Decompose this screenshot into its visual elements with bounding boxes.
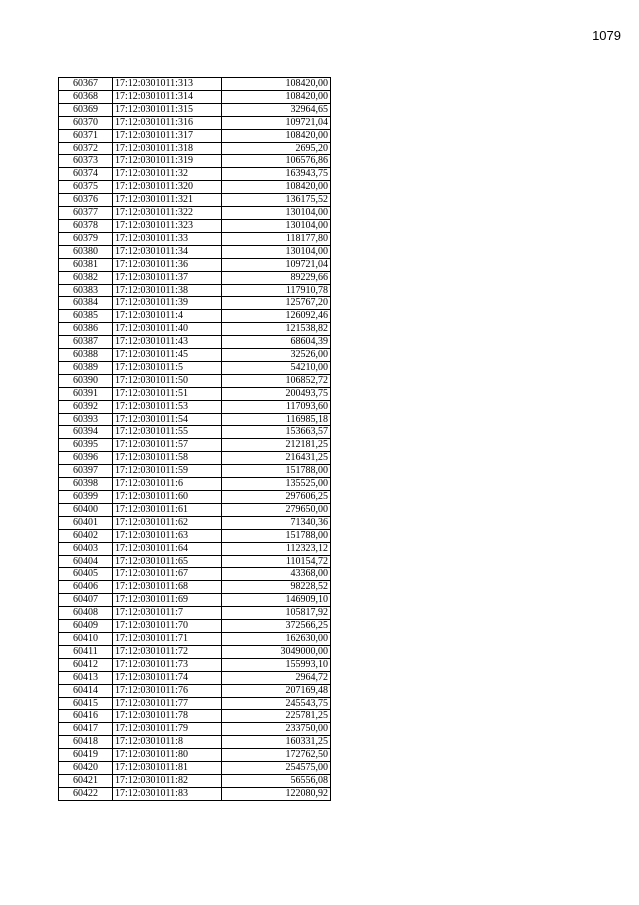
cadastral-number: 17:12:0301011:65: [113, 555, 222, 568]
cadastral-number: 17:12:0301011:323: [113, 219, 222, 232]
table-row: [59, 361, 331, 374]
cadastral-value: 279650,00: [222, 503, 331, 516]
row-number: 60422: [59, 787, 113, 800]
table-row: [59, 568, 331, 581]
cadastral-number: 17:12:0301011:79: [113, 723, 222, 736]
cadastral-value: 130104,00: [222, 219, 331, 232]
cadastral-value: 130104,00: [222, 245, 331, 258]
row-number: 60372: [59, 142, 113, 155]
cadastral-value: 146909,10: [222, 594, 331, 607]
table-row: [59, 103, 331, 116]
cadastral-value: 160331,25: [222, 736, 331, 749]
cadastral-value: 56556,08: [222, 774, 331, 787]
table-row: [59, 710, 331, 723]
cadastral-number: 17:12:0301011:314: [113, 90, 222, 103]
table-row: [59, 762, 331, 775]
cadastral-value: 245543,75: [222, 697, 331, 710]
cadastral-number: 17:12:0301011:317: [113, 129, 222, 142]
cadastral-number: 17:12:0301011:61: [113, 503, 222, 516]
row-number: 60403: [59, 542, 113, 555]
cadastral-value: 54210,00: [222, 361, 331, 374]
cadastral-value: 118177,80: [222, 232, 331, 245]
row-number: 60388: [59, 349, 113, 362]
row-number: 60382: [59, 271, 113, 284]
cadastral-number: 17:12:0301011:83: [113, 787, 222, 800]
cadastral-value: 68604,39: [222, 336, 331, 349]
cadastral-value: 162630,00: [222, 632, 331, 645]
table-row: [59, 387, 331, 400]
cadastral-number: 17:12:0301011:78: [113, 710, 222, 723]
row-number: 60390: [59, 374, 113, 387]
cadastral-number: 17:12:0301011:68: [113, 581, 222, 594]
table-row: [59, 78, 331, 91]
cadastral-number: 17:12:0301011:319: [113, 155, 222, 168]
table-row: [59, 607, 331, 620]
table-row: [59, 400, 331, 413]
table-row: [59, 491, 331, 504]
row-number: 60398: [59, 478, 113, 491]
row-number: 60380: [59, 245, 113, 258]
cadastral-number: 17:12:0301011:77: [113, 697, 222, 710]
cadastral-number: 17:12:0301011:55: [113, 426, 222, 439]
cadastral-number: 17:12:0301011:59: [113, 465, 222, 478]
table-row: [59, 271, 331, 284]
cadastral-value: 155993,10: [222, 658, 331, 671]
cadastral-number: 17:12:0301011:8: [113, 736, 222, 749]
cadastral-value: 212181,25: [222, 439, 331, 452]
cadastral-number: 17:12:0301011:67: [113, 568, 222, 581]
row-number: 60406: [59, 581, 113, 594]
row-number: 60399: [59, 491, 113, 504]
row-number: 60368: [59, 90, 113, 103]
row-number: 60419: [59, 749, 113, 762]
cadastral-number: 17:12:0301011:50: [113, 374, 222, 387]
cadastral-value: 216431,25: [222, 452, 331, 465]
row-number: 60411: [59, 645, 113, 658]
table-row: [59, 594, 331, 607]
row-number: 60375: [59, 181, 113, 194]
row-number: 60370: [59, 116, 113, 129]
cadastral-value: 117910,78: [222, 284, 331, 297]
row-number: 60415: [59, 697, 113, 710]
cadastral-value: 225781,25: [222, 710, 331, 723]
row-number: 60401: [59, 516, 113, 529]
cadastral-number: 17:12:0301011:63: [113, 529, 222, 542]
table-row: [59, 516, 331, 529]
cadastral-number: 17:12:0301011:313: [113, 78, 222, 91]
cadastral-number: 17:12:0301011:73: [113, 658, 222, 671]
row-number: 60400: [59, 503, 113, 516]
cadastral-value: 254575,00: [222, 762, 331, 775]
table-row: [59, 168, 331, 181]
cadastral-number: 17:12:0301011:45: [113, 349, 222, 362]
table-row: [59, 620, 331, 633]
cadastral-value: 297606,25: [222, 491, 331, 504]
table-row: [59, 142, 331, 155]
cadastral-number: 17:12:0301011:39: [113, 297, 222, 310]
row-number: 60371: [59, 129, 113, 142]
row-number: 60381: [59, 258, 113, 271]
cadastral-value: 105817,92: [222, 607, 331, 620]
row-number: 60397: [59, 465, 113, 478]
cadastral-number: 17:12:0301011:320: [113, 181, 222, 194]
cadastral-number: 17:12:0301011:74: [113, 671, 222, 684]
row-number: 60377: [59, 207, 113, 220]
cadastral-value: 233750,00: [222, 723, 331, 736]
cadastral-value: 122080,92: [222, 787, 331, 800]
cadastral-value: 106576,86: [222, 155, 331, 168]
row-number: 60385: [59, 310, 113, 323]
row-number: 60396: [59, 452, 113, 465]
cadastral-number: 17:12:0301011:318: [113, 142, 222, 155]
table-row: [59, 478, 331, 491]
row-number: 60410: [59, 632, 113, 645]
cadastral-number: 17:12:0301011:7: [113, 607, 222, 620]
table-row: [59, 658, 331, 671]
cadastral-value: 112323,12: [222, 542, 331, 555]
row-number: 60376: [59, 194, 113, 207]
row-number: 60407: [59, 594, 113, 607]
table-row: [59, 258, 331, 271]
cadastral-number: 17:12:0301011:82: [113, 774, 222, 787]
table-row: [59, 284, 331, 297]
cadastral-number: 17:12:0301011:36: [113, 258, 222, 271]
row-number: 60392: [59, 400, 113, 413]
row-number: 60418: [59, 736, 113, 749]
cadastral-number: 17:12:0301011:315: [113, 103, 222, 116]
row-number: 60384: [59, 297, 113, 310]
cadastral-value: 207169,48: [222, 684, 331, 697]
row-number: 60373: [59, 155, 113, 168]
row-number: 60421: [59, 774, 113, 787]
table-row: [59, 207, 331, 220]
cadastral-value: 89229,66: [222, 271, 331, 284]
table-row: [59, 697, 331, 710]
cadastral-number: 17:12:0301011:43: [113, 336, 222, 349]
cadastral-value: 151788,00: [222, 465, 331, 478]
cadastral-value: 151788,00: [222, 529, 331, 542]
cadastral-value: 98228,52: [222, 581, 331, 594]
cadastral-value: 135525,00: [222, 478, 331, 491]
cadastral-number: 17:12:0301011:33: [113, 232, 222, 245]
cadastral-value: 125767,20: [222, 297, 331, 310]
cadastral-number: 17:12:0301011:6: [113, 478, 222, 491]
cadastral-number: 17:12:0301011:322: [113, 207, 222, 220]
row-number: 60387: [59, 336, 113, 349]
cadastral-number: 17:12:0301011:70: [113, 620, 222, 633]
table-row: [59, 310, 331, 323]
row-number: 60414: [59, 684, 113, 697]
cadastral-number: 17:12:0301011:81: [113, 762, 222, 775]
table-row: [59, 749, 331, 762]
row-number: 60402: [59, 529, 113, 542]
cadastral-number: 17:12:0301011:37: [113, 271, 222, 284]
table-row: [59, 426, 331, 439]
table-row: [59, 465, 331, 478]
cadastral-value: 32526,00: [222, 349, 331, 362]
cadastral-value: 71340,36: [222, 516, 331, 529]
table-row: [59, 671, 331, 684]
cadastral-value: 110154,72: [222, 555, 331, 568]
row-number: 60367: [59, 78, 113, 91]
table-row: [59, 555, 331, 568]
table-row: [59, 349, 331, 362]
row-number: 60378: [59, 219, 113, 232]
table-row: [59, 129, 331, 142]
cadastral-number: 17:12:0301011:64: [113, 542, 222, 555]
row-number: 60391: [59, 387, 113, 400]
cadastral-value: 43368,00: [222, 568, 331, 581]
table-row: [59, 736, 331, 749]
row-number: 60404: [59, 555, 113, 568]
table-row: [59, 581, 331, 594]
row-number: 60379: [59, 232, 113, 245]
row-number: 60369: [59, 103, 113, 116]
table-row: [59, 452, 331, 465]
cadastral-number: 17:12:0301011:62: [113, 516, 222, 529]
cadastral-number: 17:12:0301011:60: [113, 491, 222, 504]
row-number: 60416: [59, 710, 113, 723]
row-number: 60405: [59, 568, 113, 581]
cadastral-value: 32964,65: [222, 103, 331, 116]
cadastral-number: 17:12:0301011:58: [113, 452, 222, 465]
cadastral-number: 17:12:0301011:51: [113, 387, 222, 400]
cadastral-value: 153663,57: [222, 426, 331, 439]
cadastral-value: 3049000,00: [222, 645, 331, 658]
table-row: [59, 787, 331, 800]
cadastral-number: 17:12:0301011:53: [113, 400, 222, 413]
cadastral-number: 17:12:0301011:321: [113, 194, 222, 207]
row-number: 60412: [59, 658, 113, 671]
row-number: 60408: [59, 607, 113, 620]
row-number: 60393: [59, 413, 113, 426]
table-row: [59, 116, 331, 129]
table-row: [59, 232, 331, 245]
row-number: 60409: [59, 620, 113, 633]
page-number: 1079: [592, 28, 621, 43]
cadastral-number: 17:12:0301011:5: [113, 361, 222, 374]
cadastral-value: 117093,60: [222, 400, 331, 413]
cadastral-value: 121538,82: [222, 323, 331, 336]
row-number: 60394: [59, 426, 113, 439]
cadastral-value: 372566,25: [222, 620, 331, 633]
table-row: [59, 297, 331, 310]
row-number: 60413: [59, 671, 113, 684]
cadastral-value: 109721,04: [222, 258, 331, 271]
cadastral-value: 2964,72: [222, 671, 331, 684]
cadastral-value: 109721,04: [222, 116, 331, 129]
table-row: [59, 645, 331, 658]
cadastral-value: 116985,18: [222, 413, 331, 426]
table-row: [59, 155, 331, 168]
table-row: [59, 774, 331, 787]
cadastral-value: 172762,50: [222, 749, 331, 762]
cadastral-number: 17:12:0301011:76: [113, 684, 222, 697]
cadastral-number: 17:12:0301011:72: [113, 645, 222, 658]
row-number: 60420: [59, 762, 113, 775]
cadastral-number: 17:12:0301011:38: [113, 284, 222, 297]
cadastral-number: 17:12:0301011:40: [113, 323, 222, 336]
table-body: [59, 78, 331, 801]
row-number: 60389: [59, 361, 113, 374]
cadastral-value: 108420,00: [222, 90, 331, 103]
row-number: 60417: [59, 723, 113, 736]
cadastral-table: [58, 77, 331, 801]
cadastral-value: 106852,72: [222, 374, 331, 387]
table-row: [59, 632, 331, 645]
table-row: [59, 181, 331, 194]
row-number: 60395: [59, 439, 113, 452]
cadastral-value: 163943,75: [222, 168, 331, 181]
row-number: 60386: [59, 323, 113, 336]
table-row: [59, 194, 331, 207]
table-row: [59, 219, 331, 232]
row-number: 60383: [59, 284, 113, 297]
table-row: [59, 529, 331, 542]
table-row: [59, 336, 331, 349]
cadastral-value: 2695,20: [222, 142, 331, 155]
cadastral-value: 108420,00: [222, 181, 331, 194]
cadastral-value: 108420,00: [222, 78, 331, 91]
table-row: [59, 374, 331, 387]
table-row: [59, 413, 331, 426]
cadastral-number: 17:12:0301011:80: [113, 749, 222, 762]
cadastral-number: 17:12:0301011:71: [113, 632, 222, 645]
cadastral-number: 17:12:0301011:69: [113, 594, 222, 607]
cadastral-value: 108420,00: [222, 129, 331, 142]
table-row: [59, 503, 331, 516]
cadastral-number: 17:12:0301011:54: [113, 413, 222, 426]
table-row: [59, 323, 331, 336]
cadastral-value: 136175,52: [222, 194, 331, 207]
cadastral-number: 17:12:0301011:32: [113, 168, 222, 181]
cadastral-number: 17:12:0301011:316: [113, 116, 222, 129]
cadastral-number: 17:12:0301011:4: [113, 310, 222, 323]
table-row: [59, 723, 331, 736]
table-row: [59, 245, 331, 258]
table-row: [59, 542, 331, 555]
cadastral-number: 17:12:0301011:57: [113, 439, 222, 452]
table-row: [59, 90, 331, 103]
cadastral-value: 130104,00: [222, 207, 331, 220]
cadastral-number: 17:12:0301011:34: [113, 245, 222, 258]
row-number: 60374: [59, 168, 113, 181]
cadastral-value: 126092,46: [222, 310, 331, 323]
cadastral-value: 200493,75: [222, 387, 331, 400]
table-row: [59, 439, 331, 452]
table-row: [59, 684, 331, 697]
